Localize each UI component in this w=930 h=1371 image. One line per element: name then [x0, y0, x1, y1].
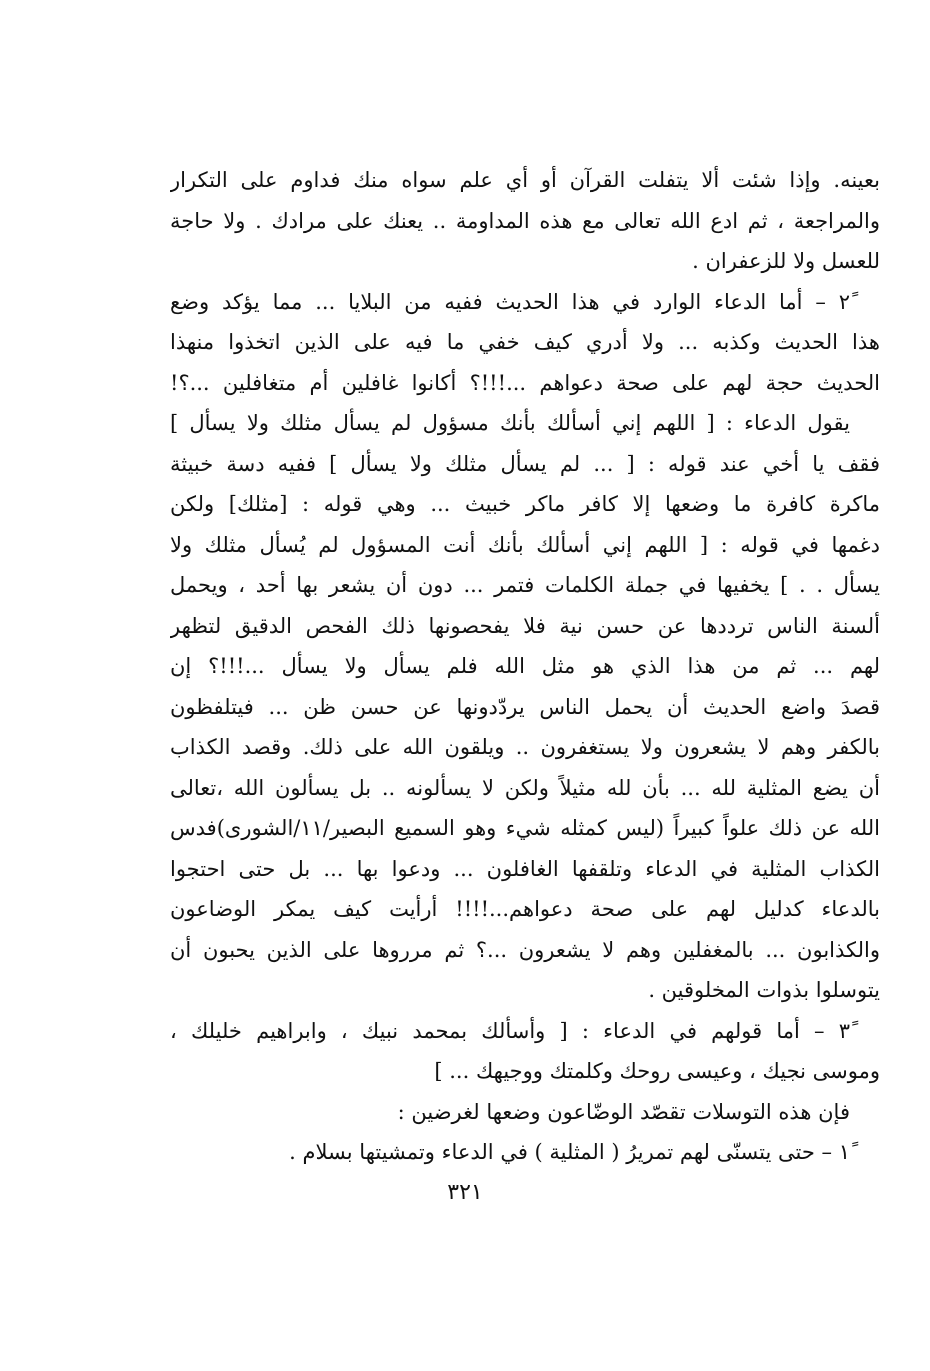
- text-line: للعسل ولا للزعفران .: [692, 249, 880, 273]
- page-number: ٣٢١: [447, 1180, 483, 1205]
- text-line: ألسنة الناس ترددها عن حسن نية فلا يفحصونها ذلك الفحص الدقيق لتظهر: [170, 613, 880, 638]
- text-line: يتوسلوا بذوات المخلوقين .: [648, 978, 880, 1002]
- text-line: هذا الحديث وكذبه ... ولا أدري كيف خفي ما فيه على الذين اتخذوا منهذا: [170, 330, 880, 354]
- text-line: ٣ً – أما قولهم في الدعاء : [ وأسألك بمحمد نبيك ، وابراهيم خليلك ،: [170, 1018, 850, 1043]
- text-line: لهم ... ثم من هذا الذي هو مثل الله فلم يسأل ولا يسأل ...!!!؟ إن: [170, 654, 880, 678]
- text-line: قصدَ واضع الحديث أن يحمل الناس يردّدونها عن حسن ظن ... فيتلفظون: [170, 694, 880, 719]
- text-line: بالكفر وهم لا يشعرون ولا يستغفرون .. ويلقون الله على ذلك. وقصد الكذاب: [170, 735, 880, 759]
- text-line: فإن هذه التوسلات تقصّد الوضّاعون وضعها لغرضين :: [397, 1099, 850, 1124]
- body-text: [170, 160, 880, 1173]
- text-line: أن يضع المثلية لله ... بأن لله مثيلاً ولكن لا يسألونه .. بل يسألون الله ،تعالى: [170, 775, 880, 800]
- text-line: فقف يا أخي عند قوله : [ ... لم يسأل مثلك ولا يسأل ] ففيه دسة خبيثة: [170, 451, 880, 476]
- text-line: وموسى نجيك ، وعيسى روحك وكلمتك ووجيهك ... ]: [434, 1059, 880, 1083]
- text-line: بعينه. وإذا شئت ألا يتفلت القرآن أو أي علم سواه منك فداوم على التكرار: [170, 168, 880, 192]
- text-line: بالدعاء كدليل لهم على صحة دعواهم...!!!! أرأيت كيف يمكر الوضاعون: [170, 897, 880, 921]
- text-line: يسأل . . ] يخفيها في جملة الكلمات فتمر ... دون أن يشعر بها أحد ، ويحمل: [170, 573, 880, 597]
- text-line: يقول الدعاء : [ اللهم إني أسألك بأنك مسؤول لم يسأل مثلك ولا يسأل ]: [170, 411, 850, 435]
- text-line: الحديث حجة لهم على صحة دعواهم ...!!!؟ أكانوا غافلين أم متغافلين ...؟!: [170, 370, 880, 395]
- text-line: الله عن ذلك علواً كبيراً (ليس كمثله شيء وهو السميع البصير/١١/الشورى)فدس: [170, 816, 880, 840]
- text-line: ٢ً – أما الدعاء الوارد في هذا الحديث ففيه من البلايا ... مما يؤكد وضع: [170, 289, 850, 314]
- text-line: الكذاب المثلية في الدعاء وتلقفها الغافلون ... ودعوا بها ... بل حتى احتجوا: [170, 856, 880, 881]
- text-line: والمراجعة ، ثم ادع الله تعالى مع هذه المداومة .. يعنك على مرادك . ولا حاجة: [170, 208, 880, 233]
- text-line: ماكرة كافرة ما وضعها إلا كافر ماكر خبيث ... وهي قوله : [مثلك] ولكن: [170, 492, 880, 516]
- text-line: دغمها في قوله : [ اللهم إني أسألك بأنك أنت المسؤول لم يُسأل مثلك ولا: [170, 532, 880, 557]
- text-line: والكذابون ... بالمغفلين وهم لا يشعرون ...؟ ثم مرروها على الذين يحبون أن: [170, 937, 880, 962]
- text-line: ١ً – حتى يتسنّى لهم تمريرُ ( المثلية ) في الدعاء وتمشيتها بسلام .: [289, 1140, 850, 1164]
